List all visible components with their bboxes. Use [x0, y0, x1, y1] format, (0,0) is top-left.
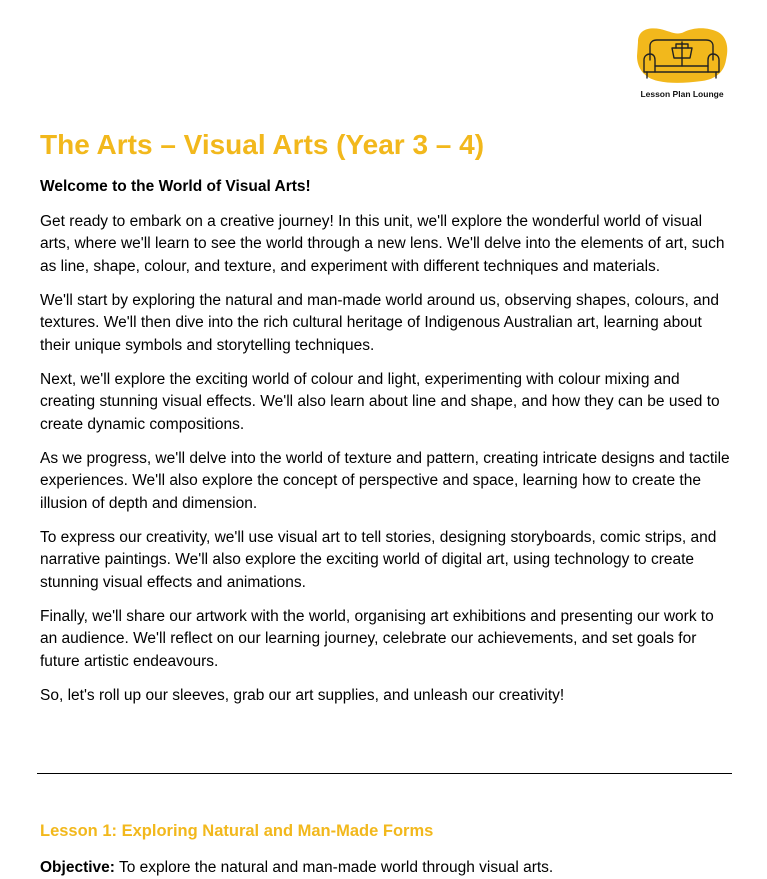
section-divider	[37, 773, 732, 774]
intro-paragraph-6: Finally, we'll share our artwork with the world, organising art exhibitions and presenting our work to an audience. We'll reflect on our learning journey, celebrate our achievements, and set goals for future artistic endeavours.	[40, 607, 714, 670]
brand-logo	[632, 26, 732, 106]
intro-paragraph-3: Next, we'll explore the exciting world of colour and light, experimenting with colour mixing and creating stunning visual effects. We'll also learn about line and shape, and how they can be used to create dynamic compositions.	[40, 370, 720, 433]
objective-text: To explore the natural and man-made world through visual arts.	[114, 859, 554, 876]
objective-label: Objective:	[40, 859, 115, 876]
lesson-objective	[40, 857, 553, 879]
page-title: The Arts – Visual Arts (Year 3 – 4)	[40, 129, 485, 160]
intro-paragraph-4: As we progress, we'll delve into the world of texture and pattern, creating intricate designs and tactile experiences. We'll also explore the concept of perspective and space, learning how to create the illusion of depth and dimension.	[40, 449, 730, 512]
intro-paragraph-7: So, let's roll up our sleeves, grab our art supplies, and unleash our creativity!	[40, 686, 565, 704]
lesson-title: Lesson 1: Exploring Natural and Man-Made Forms	[40, 822, 434, 840]
intro-paragraph-5: To express our creativity, we'll use visual art to tell stories, designing storyboards, comic strips, and narrative paintings. We'll also explore the exciting world of digital art, using technology to create stunning visual effects and animations.	[40, 528, 717, 591]
intro-paragraph-2: We'll start by exploring the natural and man-made world around us, observing shapes, colours, and textures. We'll then dive into the rich cultural heritage of Indigenous Australian art, learning about their unique symbols and storytelling techniques.	[40, 291, 720, 354]
main-content	[40, 128, 730, 719]
brand-name: Lesson Plan Lounge	[640, 89, 724, 99]
sofa-logo-icon	[632, 26, 732, 88]
intro-paragraph-1: Get ready to embark on a creative journey! In this unit, we'll explore the wonderful world of visual arts, where we'll learn to see the world through a new lens. We'll delve into the elements of art, such as line, shape, colour, and texture, and experiment with different techniques and materials.	[40, 212, 725, 275]
intro-heading: Welcome to the World of Visual Arts!	[40, 177, 311, 195]
